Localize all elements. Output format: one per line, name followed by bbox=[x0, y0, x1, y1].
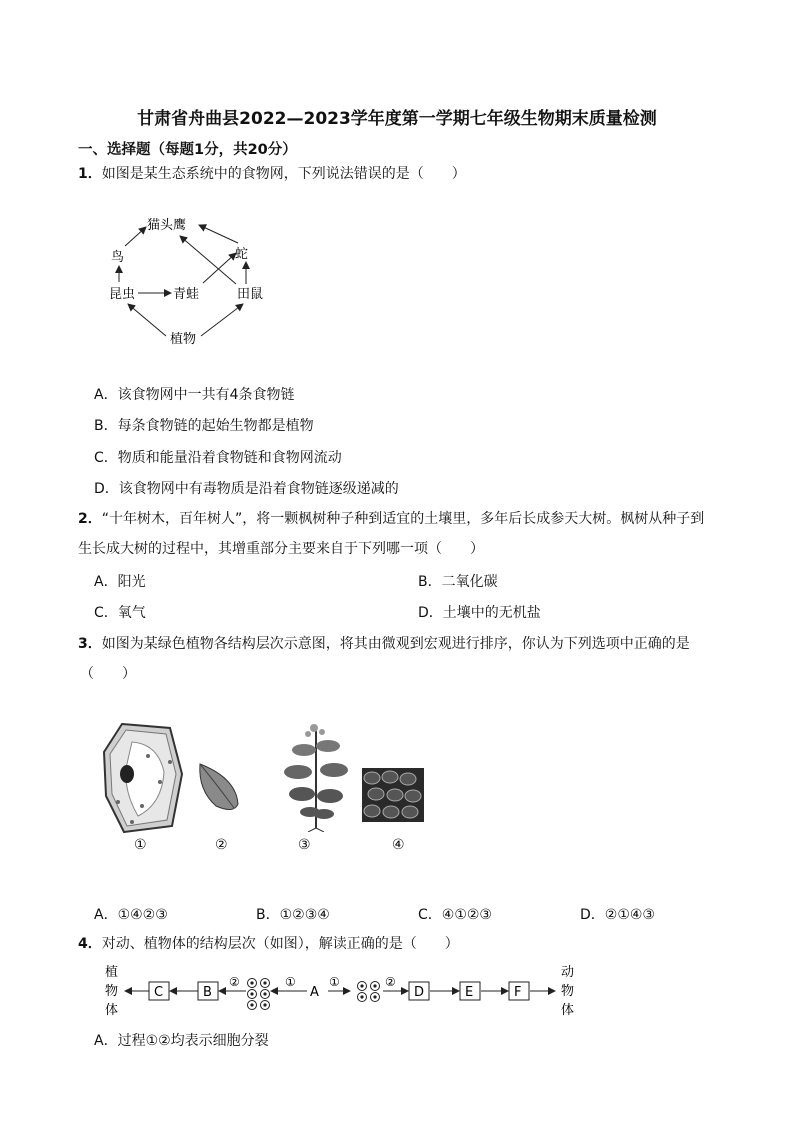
question-text: “十年树木，百年树人”，将一颗枫树种子种到适宜的土壤里，多年后长成参天大树。枫树从种子到 bbox=[101, 511, 705, 527]
question-number: 4． bbox=[78, 936, 102, 952]
question-text: 如图是某生态系统中的食物网，下列说法错误的是（ ） bbox=[101, 166, 466, 182]
plant-image bbox=[280, 720, 350, 832]
box-a: A bbox=[310, 985, 319, 1000]
plant-cell-image bbox=[102, 722, 184, 834]
q1-option-b: B．每条食物链的起始生物都是植物 bbox=[94, 418, 314, 434]
q2-option-b: B．二氧化碳 bbox=[418, 574, 498, 590]
node-plant: 植物 bbox=[170, 332, 197, 347]
plant-body-char-3: 体 bbox=[105, 1003, 119, 1018]
box-e: E bbox=[465, 985, 474, 1000]
box-c: C bbox=[154, 985, 164, 1000]
q3-option-b: B．①②③④ bbox=[256, 907, 330, 923]
tissue-image bbox=[362, 768, 424, 822]
arrow-frog-snake bbox=[203, 253, 236, 283]
box-d: D bbox=[414, 985, 425, 1000]
animal-body-char-2: 物 bbox=[561, 984, 575, 999]
question-number: 1． bbox=[78, 166, 102, 182]
animal-body-char-1: 动 bbox=[561, 965, 575, 980]
arrow-bird-owl bbox=[125, 227, 146, 246]
box-f: F bbox=[514, 985, 522, 1000]
node-bird: 鸟 bbox=[111, 250, 125, 265]
figure-label-1: ① bbox=[134, 837, 147, 853]
arrow-snake-owl bbox=[199, 225, 238, 243]
figure-label-2: ② bbox=[215, 837, 228, 853]
question-4-stem bbox=[78, 934, 459, 954]
section-heading: 一、选择题（每题1分，共20分） bbox=[78, 142, 297, 158]
q4-option-a: A．过程①②均表示细胞分裂 bbox=[94, 1033, 269, 1049]
question-3-stem-line1 bbox=[78, 634, 690, 654]
q2-option-d: D．土壤中的无机盐 bbox=[418, 605, 541, 621]
step-1-right: ① bbox=[329, 975, 340, 989]
q3-option-a: A．①④②③ bbox=[94, 907, 168, 923]
question-text: 如图为某绿色植物各结构层次示意图，将其由微观到宏观进行排序，你认为下列选项中正确的是 bbox=[101, 636, 690, 652]
question-text: 对动、植物体的结构层次（如图），解读正确的是（ ） bbox=[101, 936, 459, 952]
q2-option-a: A．阳光 bbox=[94, 574, 146, 590]
figure-label-4: ④ bbox=[392, 837, 405, 853]
q1-option-a: A．该食物网中一共有4条食物链 bbox=[94, 387, 295, 403]
node-frog: 青蛙 bbox=[173, 287, 200, 302]
question-1-stem bbox=[78, 164, 466, 184]
node-mouse: 田鼠 bbox=[237, 287, 264, 302]
animal-body-char-3: 体 bbox=[561, 1003, 575, 1018]
food-web-diagram bbox=[100, 206, 290, 352]
arrow-plant-insect bbox=[128, 304, 166, 336]
plant-body-char-2: 物 bbox=[105, 984, 119, 999]
node-insect: 昆虫 bbox=[109, 287, 136, 302]
question-3-stem-line2: （ ） bbox=[80, 666, 136, 682]
q3-option-d: D．②①④③ bbox=[580, 907, 655, 923]
step-1-left: ① bbox=[285, 975, 296, 989]
cell-cluster-right bbox=[358, 982, 380, 1002]
figure-label-3: ③ bbox=[298, 837, 311, 853]
arrow-plant-mouse bbox=[201, 304, 243, 336]
q3-option-c: C．④①②③ bbox=[418, 907, 492, 923]
question-2-stem-line1 bbox=[78, 509, 704, 529]
page-title: 甘肃省舟曲县2022—2023学年度第一学期七年级生物期末质量检测 bbox=[137, 109, 657, 129]
node-snake: 蛇 bbox=[235, 247, 249, 262]
step-2-left: ② bbox=[229, 975, 240, 989]
step-2-right: ② bbox=[385, 975, 396, 989]
q1-option-c: C．物质和能量沿着食物链和食物网流动 bbox=[94, 450, 342, 466]
q1-option-d: D．该食物网中有毒物质是沿着食物链逐级递减的 bbox=[94, 481, 399, 497]
q2-option-c: C．氧气 bbox=[94, 605, 146, 621]
structure-level-diagram bbox=[100, 962, 586, 1022]
node-owl: 猫头鹰 bbox=[147, 218, 187, 233]
plant-body-char-1: 植 bbox=[105, 965, 119, 980]
question-number: 2． bbox=[78, 511, 102, 527]
box-b: B bbox=[203, 985, 212, 1000]
question-number: 3． bbox=[78, 636, 102, 652]
question-2-stem-line2: 生长成大树的过程中，其增重部分主要来自于下列哪一项（ ） bbox=[78, 541, 484, 557]
leaf-image bbox=[196, 760, 242, 816]
